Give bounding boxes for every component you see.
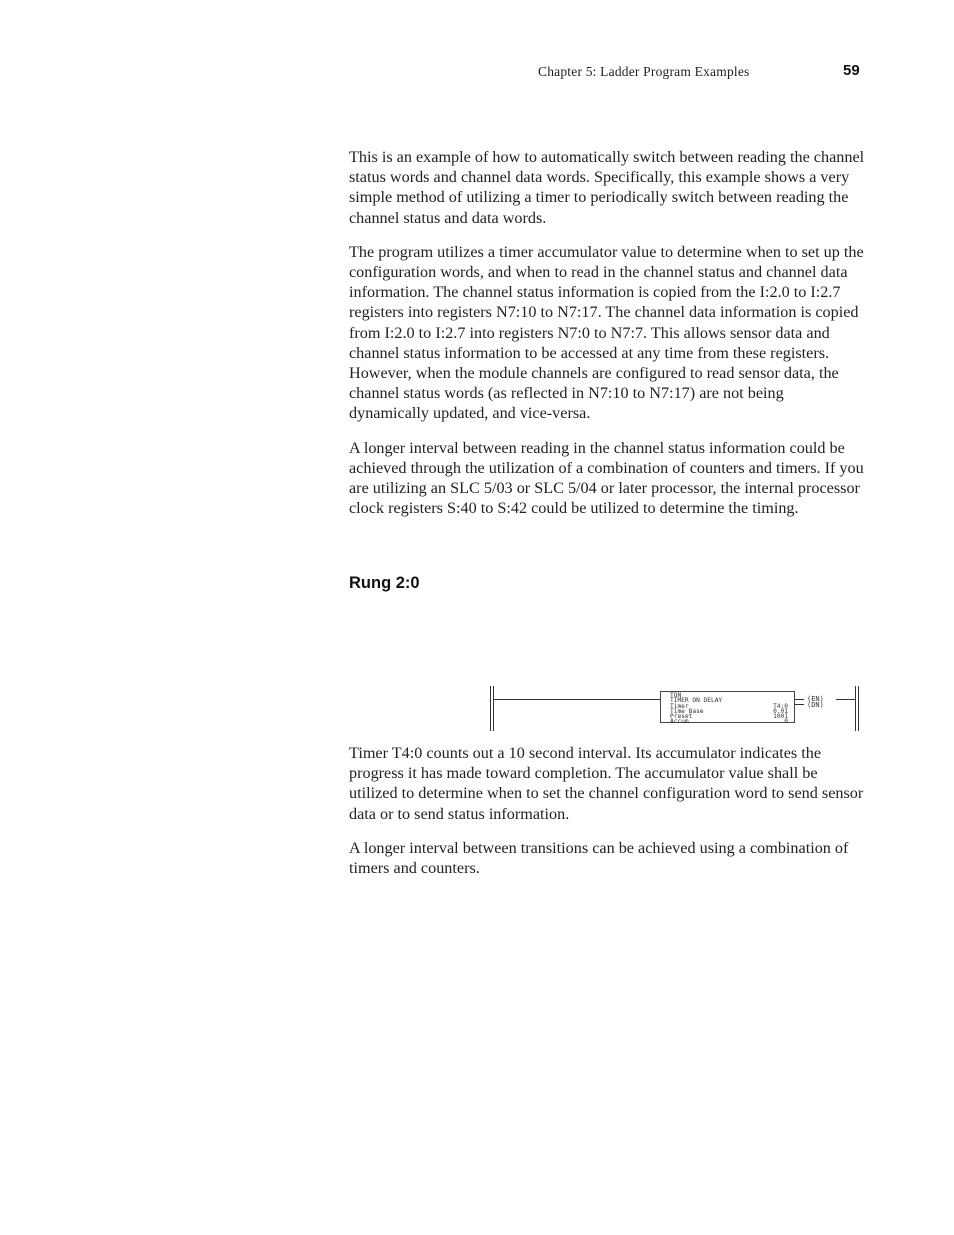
left-power-rail [490, 686, 491, 731]
rung-wire-en [795, 699, 804, 700]
right-power-rail-inner [855, 686, 856, 731]
ton-row-time-base: Time Base 0.01 [670, 707, 788, 715]
rung-wire-dn [795, 704, 804, 705]
page-number: 59 [843, 62, 860, 79]
running-header-chapter: Chapter 5: Ladder Program Examples [538, 64, 750, 79]
paragraph-1: This is an example of how to automatically switch between reading the channel status words and channel data words. Specifically, this example shows a very simple method of utilizing a timer to periodically switch between reading the channel status and data words. [349, 148, 865, 227]
rung-heading: Rung 2:0 [349, 574, 420, 592]
ton-row-preset: Preset 1001 [670, 713, 788, 721]
ton-title: TIMER ON DELAY [670, 697, 723, 705]
paragraph-3: A longer interval between reading in the channel status information could be achieved through the utilization of a combination of counters and timers. If you are utilizing an SLC 5/03 or SLC 5/04 or later processor, the internal processor clock registers S:40 to S:42 could be utilized to determine the timing. [349, 438, 864, 518]
rung-wire-input [494, 699, 660, 700]
ton-row-accum: Accum 0 [670, 718, 788, 726]
paragraph-2: The program utilizes a timer accumulator value to determine when to set up the configuration words, and when to read in the channel status and channel data information. The channel status information is copied from the I:2.0 to I:2.7 registers into registers N7:10 to N7:17. The channel data information is copied from I:2.0 to I:2.7 into registers N7:0 to N7:7. This allows sensor data and channel status information to be accessed at any time from these registers. However, when the module channels are configured to read sensor data, the channel status words (as reflected in N7:10 to N7:17) are not being dynamically updated, and vice-versa. [349, 242, 864, 423]
coil-en: (EN) [807, 695, 824, 703]
paragraph-4: Timer T4:0 counts out a 10 second interval. Its accumulator indicates the progress it has made toward completion. The accumulator value shall be utilized to determine when to set the channel configuration word to send sensor data or to send status information. [349, 744, 864, 823]
left-power-rail-inner [493, 686, 494, 731]
ton-instruction-block [660, 691, 795, 726]
ton-mnemonic: TON [670, 692, 682, 699]
rung-wire-output [836, 699, 855, 700]
intro-text [349, 147, 865, 518]
coil-dn: (DN) [807, 701, 824, 709]
ladder-rung-diagram [488, 683, 862, 733]
ton-row-timer: Timer T4:0 [670, 702, 788, 710]
paragraph-5: A longer interval between transitions can be achieved using a combination of timers and counters. [349, 838, 849, 878]
explanation-text [349, 743, 865, 878]
right-power-rail [858, 686, 859, 731]
